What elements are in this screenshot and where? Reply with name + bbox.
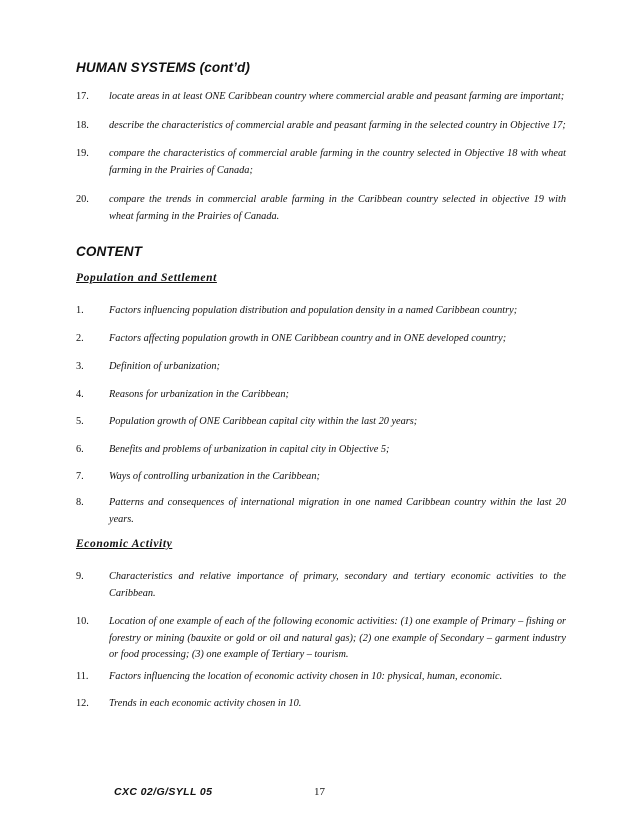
content-item xyxy=(76,387,566,404)
population-settlement-heading: Population and Settlement xyxy=(76,272,217,284)
objective-item xyxy=(76,146,566,179)
item-text: Factors influencing population distribution and population density in a named Caribbean country; xyxy=(109,305,518,316)
item-text: Benefits and problems of urbanization in capital city in Objective 5; xyxy=(109,444,390,455)
item-text: Patterns and consequences of international migration in one named Caribbean country within the last 20 years. xyxy=(109,497,566,525)
content-heading: CONTENT xyxy=(76,244,142,259)
item-number: 7. xyxy=(76,471,84,482)
content-item xyxy=(76,569,566,602)
content-item xyxy=(76,495,566,528)
item-number: 9. xyxy=(76,571,84,582)
objective-number: 18. xyxy=(76,120,89,131)
content-item xyxy=(76,442,566,459)
content-item xyxy=(76,303,566,320)
objective-item xyxy=(76,192,566,225)
syllabus-code: CXC 02/G/SYLL 05 xyxy=(114,786,213,798)
objective-text: describe the characteristics of commercial arable and peasant farming in the selected country in Objective 17; xyxy=(109,120,566,131)
objective-text: compare the characteristics of commercial arable farming in the country selected in Objective 18 with wheat farming in the Prairies of Canada; xyxy=(109,148,566,176)
item-number: 2. xyxy=(76,333,84,344)
item-number: 11. xyxy=(76,671,89,682)
objective-number: 20. xyxy=(76,194,89,205)
objective-text: locate areas in at least ONE Caribbean country where commercial arable and peasant farming are important; xyxy=(109,91,565,102)
objective-item xyxy=(76,89,566,106)
item-text: Factors affecting population growth in ONE Caribbean country and in ONE developed country; xyxy=(109,333,507,344)
item-number: 1. xyxy=(76,305,84,316)
objective-item xyxy=(76,118,566,135)
item-number: 5. xyxy=(76,416,84,427)
economic-activity-heading: Economic Activity xyxy=(76,538,173,550)
item-text: Definition of urbanization; xyxy=(109,361,220,372)
item-text: Trends in each economic activity chosen in 10. xyxy=(109,698,302,709)
page-number: 17 xyxy=(314,786,325,798)
item-number: 10. xyxy=(76,616,89,627)
item-number: 12. xyxy=(76,698,89,709)
item-text: Population growth of ONE Caribbean capital city within the last 20 years; xyxy=(109,416,418,427)
item-number: 4. xyxy=(76,389,84,400)
content-item xyxy=(76,614,566,664)
content-item xyxy=(76,414,566,431)
item-text: Factors influencing the location of economic activity chosen in 10: physical, human, economic. xyxy=(109,671,503,682)
section-heading: HUMAN SYSTEMS (cont’d) xyxy=(76,60,250,75)
item-text: Characteristics and relative importance of primary, secondary and tertiary economic activities to the Caribbean. xyxy=(109,571,566,599)
item-number: 3. xyxy=(76,361,84,372)
item-text: Reasons for urbanization in the Caribbean; xyxy=(109,389,289,400)
objective-number: 17. xyxy=(76,91,89,102)
item-text: Ways of controlling urbanization in the Caribbean; xyxy=(109,471,320,482)
content-item xyxy=(76,359,566,376)
item-number: 8. xyxy=(76,497,84,508)
content-item xyxy=(76,669,566,686)
content-item xyxy=(76,469,566,486)
objective-text: compare the trends in commercial arable farming in the Caribbean country selected in objective 19 with wheat farming in the Prairies of Canada. xyxy=(109,194,566,222)
objective-number: 19. xyxy=(76,148,89,159)
content-item xyxy=(76,696,566,713)
item-number: 6. xyxy=(76,444,84,455)
item-text: Location of one example of each of the following economic activities: (1) one example of Primary – fishing or forestry or mining (bauxite or gold or oil and natural gas); (2) one example of Secondary – garment industry or food processing; (3) one example of Tertiary – tourism. xyxy=(109,616,566,660)
content-item xyxy=(76,331,566,348)
